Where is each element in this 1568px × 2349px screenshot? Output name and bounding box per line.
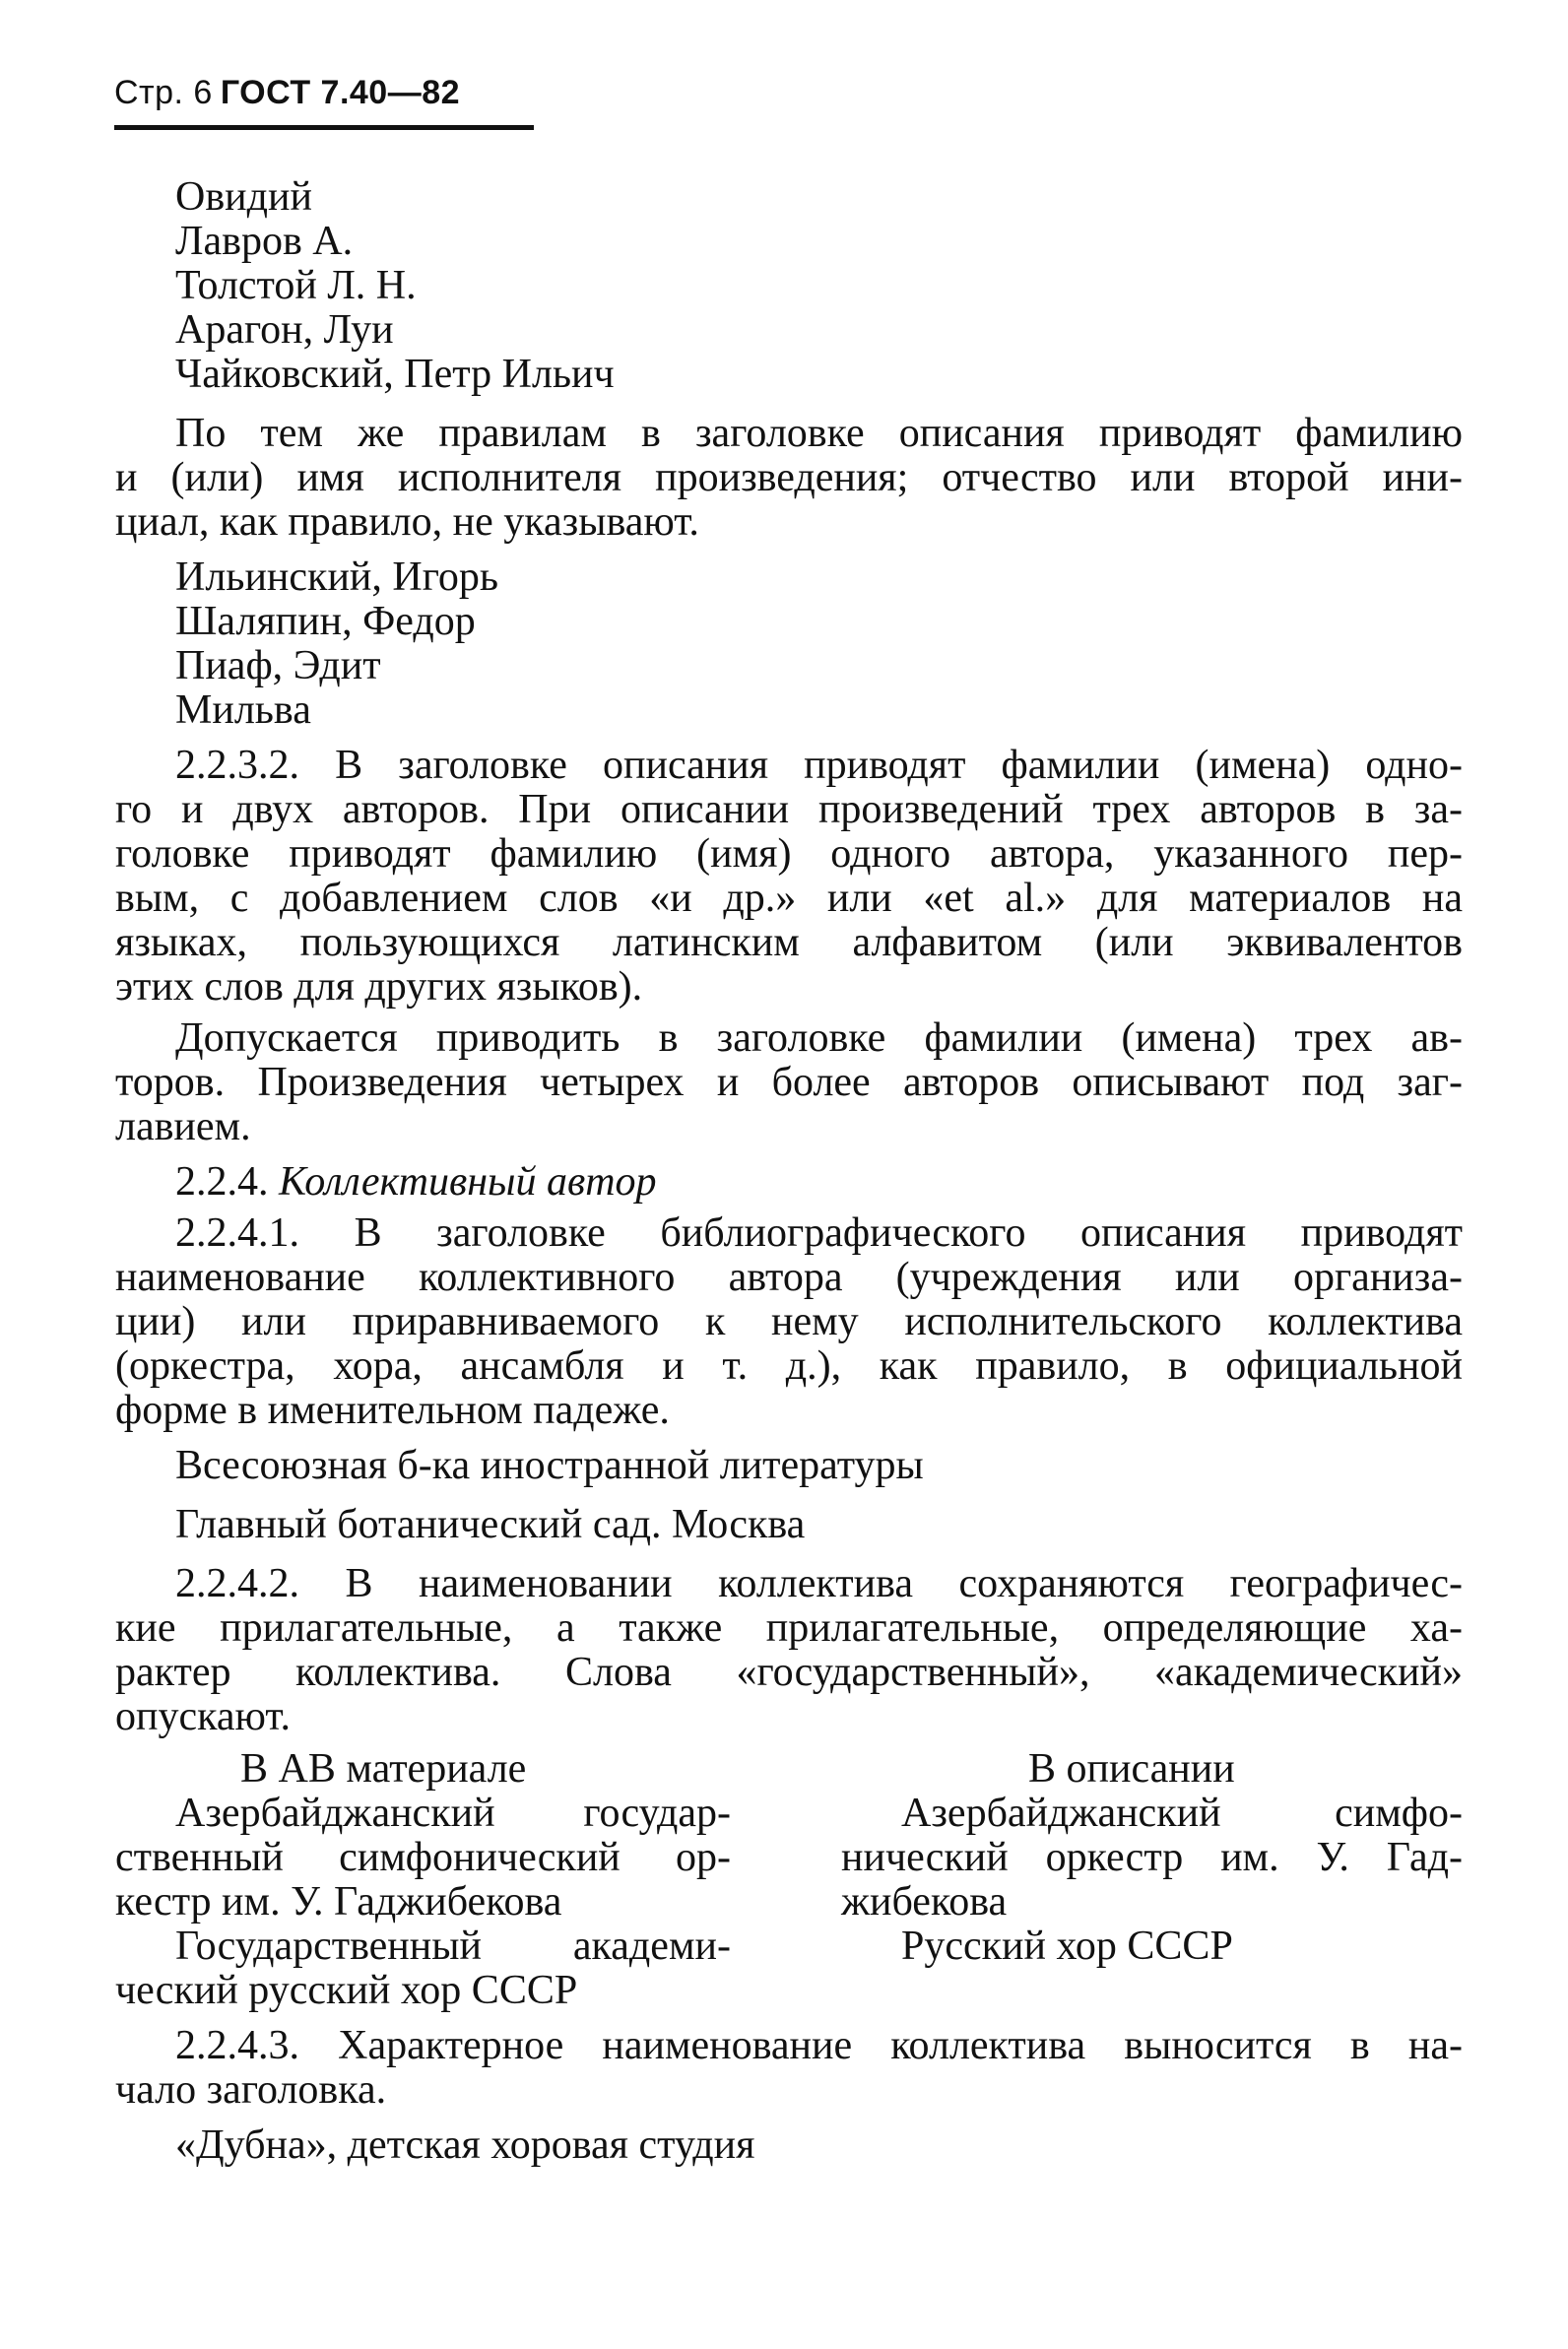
example-line: Всесоюзная б-ка иностранной литературы bbox=[175, 1443, 924, 1488]
example-line: «Дубна», детская хоровая студия bbox=[175, 2122, 755, 2168]
paragraph-line: головке приводят фамилию (имя) одного автора, указанного пер- bbox=[115, 831, 1463, 877]
paragraph-three-authors bbox=[115, 1016, 1463, 1149]
table-cell-line: Государственный академи- bbox=[175, 1924, 731, 1969]
paragraph-2-2-4-1 bbox=[115, 1211, 1463, 1433]
paragraph-line: По тем же правилам в заголовке описания приводят фамилию bbox=[175, 411, 1463, 456]
page-header bbox=[114, 73, 460, 112]
paragraph-line: 2.2.4.3. Характерное наименование коллектива выносится в на- bbox=[175, 2023, 1463, 2068]
example-line: Арагон, Луи bbox=[175, 307, 394, 353]
paragraph-line: го и двух авторов. При описании произведений трех авторов в за- bbox=[115, 787, 1463, 832]
column-header-description: В описании bbox=[1028, 1746, 1235, 1792]
paragraph-line: лавием. bbox=[115, 1104, 251, 1149]
table-column-source bbox=[115, 1747, 731, 2013]
paragraph-line: форме в именительном падеже. bbox=[115, 1388, 670, 1433]
comparison-table bbox=[115, 1747, 1463, 2013]
header-rule bbox=[114, 125, 534, 130]
paragraph-line: чало заголовка. bbox=[115, 2067, 387, 2113]
section-number: 2.2.4. bbox=[175, 1159, 269, 1205]
table-cell-line: кестр им. У. Гаджибекова bbox=[115, 1879, 562, 1925]
paragraph-line: 2.2.4.1. В заголовке библиографического описания приводят bbox=[175, 1210, 1463, 1256]
table-cell-line: Азербайджанский симфо- bbox=[901, 1791, 1463, 1836]
page-number-label: Стр. 6 bbox=[114, 74, 213, 111]
paragraph-line: опускают. bbox=[115, 1694, 292, 1739]
paragraph-2-2-3-2 bbox=[115, 744, 1463, 1010]
section-title: Коллективный автор bbox=[279, 1159, 657, 1205]
paragraph-line: наименование коллективного автора (учреждения или организа- bbox=[115, 1255, 1463, 1300]
name-examples-performers bbox=[115, 555, 1463, 733]
table-cell-line: Азербайджанский государ- bbox=[175, 1791, 731, 1836]
example-line: Пиаф, Эдит bbox=[175, 643, 381, 688]
table-cell-line: Русский хор СССР bbox=[901, 1924, 1233, 1969]
example-line: Шаляпин, Федор bbox=[175, 599, 476, 644]
example-line: Чайковский, Петр Ильич bbox=[175, 352, 615, 397]
paragraph-line: ции) или приравниваемого к нему исполнительского коллектива bbox=[115, 1299, 1463, 1344]
example-line: Ильинский, Игорь bbox=[175, 555, 499, 600]
table-column-description bbox=[841, 1747, 1463, 1969]
paragraph-line: вым, с добавлением слов «и др.» или «et al.» для материалов на bbox=[115, 876, 1463, 921]
example-line: Лавров А. bbox=[175, 219, 354, 264]
table-cell-line: жибекова bbox=[841, 1879, 1008, 1925]
example-line: Мильва bbox=[175, 687, 311, 733]
paragraph-2-2-4-2 bbox=[115, 1562, 1463, 1739]
paragraph-line: рактер коллектива. Слова «государственный», «академический» bbox=[115, 1650, 1463, 1695]
paragraph-performers bbox=[115, 412, 1463, 545]
paragraph-line: языках, пользующихся латинским алфавитом (или эквивалентов bbox=[115, 920, 1463, 965]
section-heading bbox=[115, 1160, 1463, 1205]
standard-designation: ГОСТ 7.40—82 bbox=[220, 74, 461, 111]
paragraph-line: 2.2.3.2. В заголовке описания приводят фамилии (имена) одно- bbox=[175, 743, 1463, 788]
example-line: Толстой Л. Н. bbox=[175, 263, 417, 308]
paragraph-line: кие прилагательные, а также прилагательные, определяющие ха- bbox=[115, 1605, 1463, 1651]
paragraph-line: этих слов для других языков). bbox=[115, 964, 643, 1010]
table-cell-line: нический оркестр им. У. Гад- bbox=[841, 1835, 1463, 1880]
paragraph-2-2-4-3 bbox=[115, 2024, 1463, 2113]
column-header-source: В АВ материале bbox=[240, 1746, 527, 1792]
document-body bbox=[115, 175, 1463, 2168]
paragraph-line: Допускается приводить в заголовке фамилии (имена) трех ав- bbox=[175, 1015, 1463, 1061]
paragraph-line: торов. Произведения четырех и более авторов описывают под заг- bbox=[115, 1060, 1463, 1105]
table-cell-line: ческий русский хор СССР bbox=[115, 1968, 578, 2013]
name-examples-authors bbox=[115, 175, 1463, 397]
example-line: Овидий bbox=[175, 174, 312, 220]
paragraph-line: циал, как правило, не указывают. bbox=[115, 499, 699, 545]
paragraph-line: 2.2.4.2. В наименовании коллектива сохраняются географичес- bbox=[175, 1561, 1463, 1606]
table-cell-line: ственный симфонический ор- bbox=[115, 1835, 731, 1880]
paragraph-line: (оркестра, хора, ансамбля и т. д.), как правило, в официальной bbox=[115, 1343, 1463, 1389]
example-line: Главный ботанический сад. Москва bbox=[175, 1502, 806, 1547]
paragraph-line: и (или) имя исполнителя произведения; отчество или второй ини- bbox=[115, 455, 1463, 500]
